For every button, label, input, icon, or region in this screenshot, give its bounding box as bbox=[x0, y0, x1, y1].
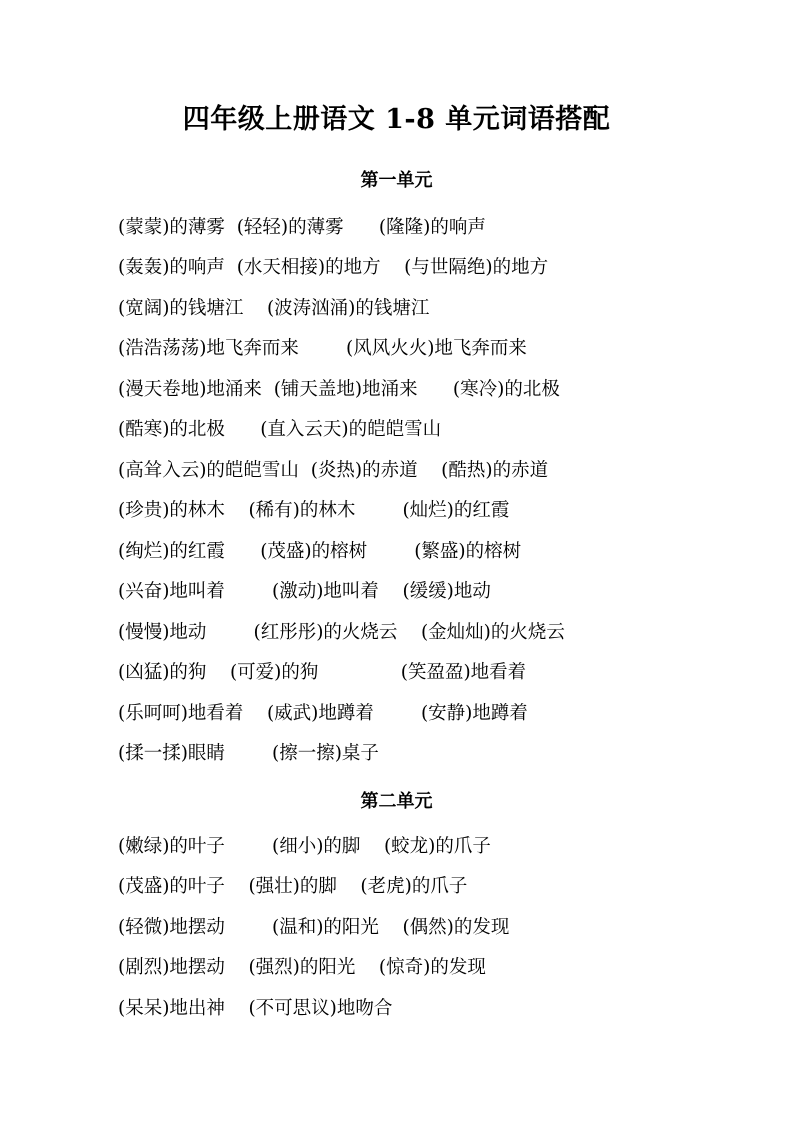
text-line: (酷寒)的北极 (直入云天)的皑皑雪山 bbox=[118, 419, 442, 441]
text-line: (浩浩荡荡)地飞奔而来 (风风火火)地飞奔而来 bbox=[118, 338, 527, 360]
text-line: (宽阔)的钱塘江 (波涛汹涌)的钱塘江 bbox=[118, 297, 430, 319]
text-line: (揉一揉)眼睛 (擦一擦)桌子 bbox=[118, 743, 379, 765]
section-heading-unit-2: 第二单元 bbox=[360, 790, 433, 812]
text-line: (凶猛)的狗 (可爱)的狗 (笑盈盈)地看着 bbox=[118, 662, 527, 684]
text-line: (呆呆)地出神 (不可思议)地吻合 bbox=[118, 997, 393, 1019]
page-title: 四年级上册语文 1-8 单元词语搭配 bbox=[182, 104, 611, 135]
text-line: (兴奋)地叫着 (激动)地叫着 (缓缓)地动 bbox=[118, 581, 491, 603]
text-line: (漫天卷地)地涌来 (铺天盖地)地涌来 (寒冷)的北极 bbox=[118, 378, 560, 400]
text-line: (蒙蒙)的薄雾 (轻轻)的薄雾 (隆隆)的响声 bbox=[118, 216, 486, 238]
text-line: (高耸入云)的皑皑雪山 (炎热)的赤道 (酷热)的赤道 bbox=[118, 459, 549, 481]
text-line: (轰轰)的响声 (水天相接)的地方 (与世隔绝)的地方 bbox=[118, 257, 549, 279]
text-line: (茂盛)的叶子 (强壮)的脚 (老虎)的爪子 bbox=[118, 876, 468, 898]
text-line: (珍贵)的林木 (稀有)的林木 (灿烂)的红霞 bbox=[118, 500, 510, 522]
text-line: (绚烂)的红霞 (茂盛)的榕树 (繁盛)的榕树 bbox=[118, 540, 522, 562]
text-line: (乐呵呵)地看着 (威武)地蹲着 (安静)地蹲着 bbox=[118, 702, 528, 724]
section-heading-unit-1: 第一单元 bbox=[360, 170, 433, 192]
text-line: (轻微)地摆动 (温和)的阳光 (偶然)的发现 bbox=[118, 916, 510, 938]
section-body-unit-2 bbox=[0, 827, 793, 1030]
text-line: (嫩绿)的叶子 (细小)的脚 (蛟龙)的爪子 bbox=[118, 835, 491, 857]
text-line: (剧烈)地摆动 (强烈)的阳光 (惊奇)的发现 bbox=[118, 957, 486, 979]
text-line: (慢慢)地动 (红彤彤)的火烧云 (金灿灿)的火烧云 bbox=[118, 621, 565, 643]
section-body-unit-1 bbox=[0, 208, 793, 775]
